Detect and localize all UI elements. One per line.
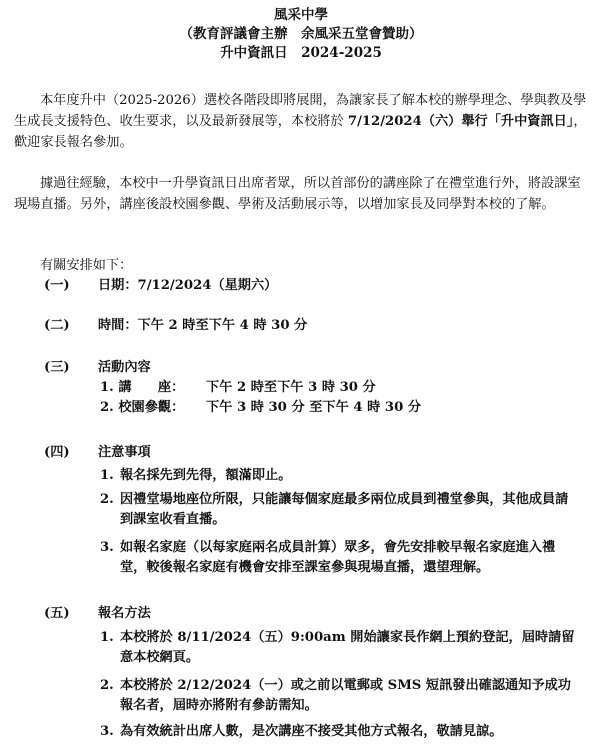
registration-item-number: 2. — [100, 678, 114, 693]
registration-item-number: 3. — [100, 724, 114, 739]
registration-item-text: 為有效統計出席人數，是次講座不接受其他方式報名，敬請見諒。 — [120, 724, 503, 739]
registration-item-text: 本校將於 2/12/2024（一）或之前以電郵或 SMS 短訊發出確認通知予成功報名者，屆時亦將附有參訪需知。 — [120, 678, 571, 713]
notice-item-text: 如報名家庭（以每家庭兩名成員計算）眾多，會先安排較早報名家庭進入禮堂，較後報名家庭有機會安排至課室參與現場直播，還望理解。 — [120, 540, 556, 575]
section-3-title: 活動內容 — [98, 360, 151, 375]
section-4-number: (四) — [44, 445, 70, 460]
activity-tour-time: 下午 3 時 30 分 至下午 4 時 30 分 — [206, 400, 422, 415]
section-3-number: (三) — [44, 360, 70, 375]
sponsor-line: （教育評議會主辦 余風采五堂會贊助） — [179, 26, 423, 42]
activity-lecture-label: 1. 講 座： — [100, 380, 185, 395]
section-2-time: 時間：下午 2 時至下午 4 時 30 分 — [98, 318, 308, 333]
registration-item-number: 1. — [100, 630, 114, 645]
school-name: 風采中學 — [274, 7, 328, 23]
section-1-date: 日期：7/12/2024（星期六） — [98, 278, 278, 293]
registration-item — [100, 676, 580, 716]
section-1-number: (一) — [44, 278, 70, 293]
notice-item-text: 報名採先到先得，額滿即止。 — [120, 468, 292, 483]
section-4-title: 注意事項 — [98, 445, 151, 460]
arrangement-intro: 有關安排如下： — [40, 258, 133, 273]
section-5-title: 報名方法 — [98, 606, 151, 621]
notice-item-number: 1. — [100, 468, 114, 483]
intro-text-2: 據過往經驗，本校中一升學資訊日出席者眾，所以首部份的講座除了在禮堂進行外，將設課室現場直播。另外，講座後設校園參觀、學術及活動展示等，以增加家長及同學對本校的了解。 — [14, 176, 581, 212]
registration-item — [100, 722, 580, 742]
intro-text-c: ，歡迎家長報名參加。 — [14, 114, 587, 150]
notice-item — [100, 538, 580, 578]
notice-item-number: 2. — [100, 492, 114, 507]
notice-item — [100, 490, 580, 530]
section-2-number: (二) — [44, 318, 70, 333]
registration-item — [100, 628, 580, 668]
notice-item — [100, 466, 580, 486]
intro-text-a: 本年度升中（2025-2026）選校各階段即將展開，為讓家長了解本校的辦學理念、學與教及學生成長支援特色、收生要求，以及最新發展等，本校將於 — [14, 93, 587, 129]
notice-item-text: 因禮堂場地座位所限，只能讓每個家庭最多兩位成員到禮堂參與，其他成員請到課室收看直播。 — [120, 492, 569, 527]
registration-item-text: 本校將於 8/11/2024（五）9:00am 開始讓家長作網上預約登記，屆時請留意本校網頁。 — [120, 630, 575, 665]
activity-lecture-time: 下午 2 時至下午 3 時 30 分 — [206, 380, 376, 395]
section-5-number: (五) — [44, 606, 70, 621]
intro-text-date: 7/12/2024（六）舉行「升中資訊日」 — [347, 114, 574, 129]
activity-tour-label: 2. 校園參觀： — [100, 400, 185, 415]
intro-paragraph-1 — [14, 90, 588, 153]
event-title: 升中資訊日 2024-2025 — [220, 45, 382, 61]
intro-paragraph-2 — [14, 173, 588, 215]
notice-item-number: 3. — [100, 540, 114, 555]
